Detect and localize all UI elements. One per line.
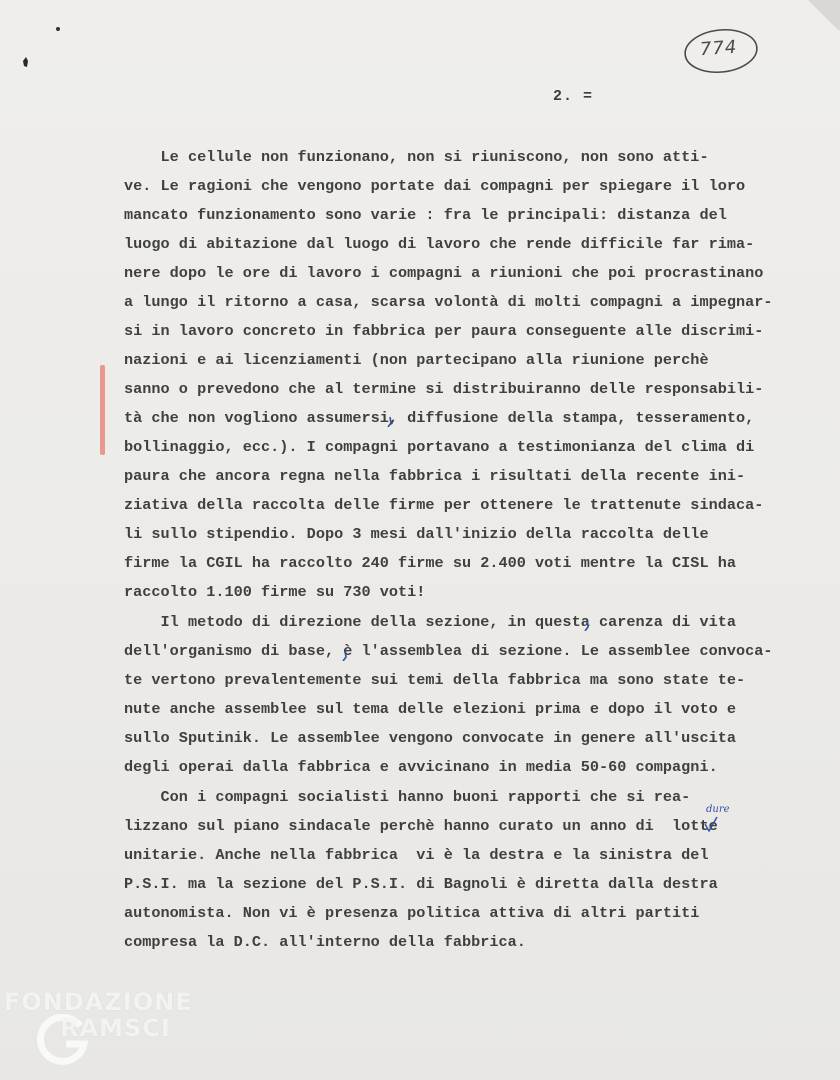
watermark-line2: RAMSCI — [60, 1014, 171, 1042]
text-line: P.S.I. ma la sezione del P.S.I. di Bagnoli è diretta dalla destra — [124, 875, 718, 893]
archive-number: 774 — [699, 36, 739, 61]
text-line: paura che ancora regna nella fabbrica i risultati della recente ini- — [124, 467, 746, 485]
text-line: a lungo il ritorno a casa, scarsa volontà di molti compagni a impegnar- — [124, 293, 773, 311]
text-line: Il metodo di direzione della sezione, in questa carenza di vita — [124, 613, 736, 631]
ink-speck — [22, 54, 30, 64]
text-line: sullo Sputinik. Le assemblee vengono convocate in genere all'uscita — [124, 729, 736, 747]
page-number: 2. = — [553, 88, 594, 105]
ink-speck — [56, 27, 60, 31]
text-line: sanno o prevedono che al termine si distribuiranno delle responsabili- — [124, 380, 764, 398]
watermark-line1: FONDAZIONE — [4, 988, 193, 1016]
text-line: Le cellule non funzionano, non si riuniscono, non sono atti- — [124, 148, 709, 166]
insertion-caret-mark — [704, 816, 718, 832]
text-line: nere dopo le ore di lavoro i compagni a riunioni che poi procrastinano — [124, 264, 764, 282]
text-line: te vertono prevalentemente sui temi della fabbrica ma sono state te- — [124, 671, 746, 689]
page-corner-fold — [800, 0, 840, 30]
pen-comma-mark — [342, 648, 348, 658]
text-line: si in lavoro concreto in fabbrica per paura conseguente alle discrimi- — [124, 322, 764, 340]
text-line: degli operai dalla fabbrica e avvicinano in media 50-60 compagni. — [124, 758, 718, 776]
text-line: unitarie. Anche nella fabbrica vi è la destra e la sinistra del — [124, 846, 709, 864]
text-line: nute anche assemblee sul tema delle elezioni prima e dopo il voto e — [124, 700, 736, 718]
text-line: lizzano sul piano sindacale perchè hanno curato un anno di lotte — [124, 817, 718, 835]
pen-comma-mark — [387, 414, 393, 424]
text-line: li sullo stipendio. Dopo 3 mesi dall'inizio della raccolta delle — [124, 525, 709, 543]
handwritten-annotation: dure — [706, 804, 730, 815]
text-line: autonomista. Non vi è presenza politica attiva di altri partiti — [124, 904, 700, 922]
text-line: ve. Le ragioni che vengono portate dai compagni per spiegare il loro — [124, 177, 746, 195]
text-line: compresa la D.C. all'interno della fabbrica. — [124, 933, 526, 951]
pen-comma-mark — [584, 618, 590, 628]
text-line: nazioni e ai licenziamenti (non partecipano alla riunione perchè — [124, 351, 709, 369]
text-line: raccolto 1.100 firme su 730 voti! — [124, 583, 426, 601]
text-line: luogo di abitazione dal luogo di lavoro che rende difficile far rima- — [124, 235, 755, 253]
text-line: mancato funzionamento sono varie : fra le principali: distanza del — [124, 206, 727, 224]
text-line: Con i compagni socialisti hanno buoni rapporti che si rea- — [124, 788, 691, 806]
text-line: ziativa della raccolta delle firme per ottenere le trattenute sindaca- — [124, 496, 764, 514]
text-line: firme la CGIL ha raccolto 240 firme su 2.400 voti mentre la CISL ha — [124, 554, 736, 572]
margin-red-mark — [100, 365, 105, 455]
text-line: tà che non vogliono assumersi, diffusione della stampa, tesseramento, — [124, 409, 755, 427]
fondazione-gramsci-watermark — [4, 988, 224, 1078]
text-line: bollinaggio, ecc.). I compagni portavano a testimonianza del clima di — [124, 438, 755, 456]
text-line: dell'organismo di base, è l'assemblea di sezione. Le assemblee convoca- — [124, 642, 773, 660]
